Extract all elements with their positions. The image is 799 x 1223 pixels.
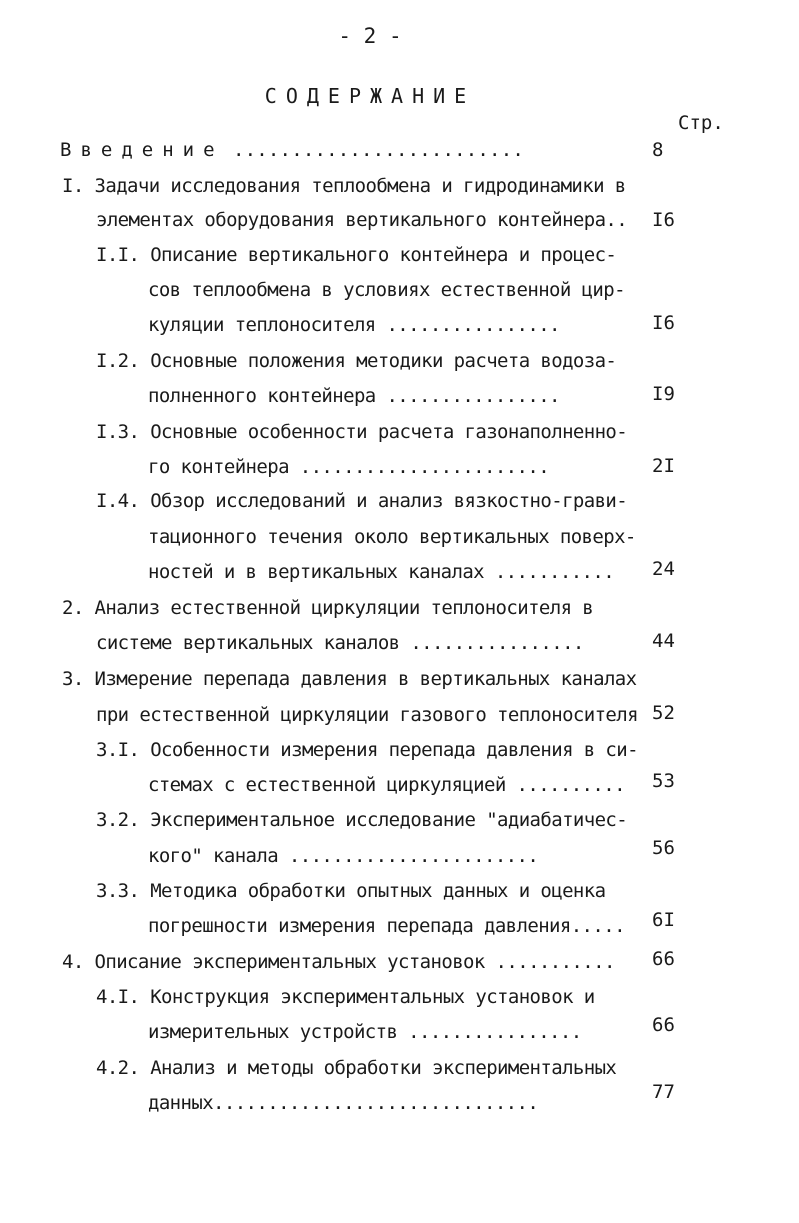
toc-page: 52 — [652, 702, 675, 724]
page-column-label: Стр. — [678, 112, 724, 134]
toc-line: полненного контейнера ................ — [148, 385, 560, 407]
toc-line: I.4. Обзор исследований и анализ вязкостно-грави- — [96, 490, 628, 512]
toc-page: 2I — [652, 455, 675, 477]
toc-line: I.I. Описание вертикального контейнера и процес- — [96, 244, 617, 266]
toc-line: стемах с естественной циркуляцией .......... — [148, 774, 625, 796]
toc-page: I9 — [652, 383, 675, 405]
toc-dots-introduction: ......................... — [233, 139, 524, 161]
toc-title: СОДЕРЖАНИЕ — [264, 84, 476, 108]
toc-line: тационного течения около вертикальных поверх- — [148, 526, 636, 548]
toc-page: 44 — [652, 630, 675, 652]
toc-line-introduction: Введение — [60, 139, 224, 161]
toc-page-introduction: 8 — [652, 139, 664, 161]
toc-line: системе вертикальных каналов ................ — [96, 632, 584, 654]
toc-page: I6 — [652, 312, 675, 334]
toc-line: 3.3. Методика обработки опытных данных и оценка — [96, 880, 606, 902]
toc-line: 4. Описание экспериментальных установок ........... — [62, 951, 615, 973]
toc-page: 53 — [652, 770, 675, 792]
toc-page: 6I — [652, 909, 675, 931]
toc-line: 3.I. Особенности измерения перепада давления в си- — [96, 739, 638, 761]
toc-line: при естественной циркуляции газового теплоносителя — [96, 704, 638, 726]
toc-line: 3.2. Экспериментальное исследование "адиабатичес- — [96, 809, 628, 831]
toc-page: 66 — [652, 948, 675, 970]
toc-line: 2. Анализ естественной циркуляции теплоносителя в — [62, 597, 594, 619]
toc-page: 77 — [652, 1081, 675, 1103]
toc-line: го контейнера ....................... — [148, 456, 550, 478]
toc-line: I. Задачи исследования теплообмена и гидродинамики в — [62, 175, 626, 197]
page-number: - 2 - — [338, 24, 402, 48]
toc-line: данных.............................. — [148, 1092, 539, 1114]
toc-line: 4.2. Анализ и методы обработки экспериментальных — [96, 1057, 617, 1079]
toc-page: 24 — [652, 558, 675, 580]
toc-line: погрешности измерения перепада давления..... — [148, 915, 625, 937]
toc-line: ностей и в вертикальных каналах ........... — [148, 561, 615, 583]
toc-page: 56 — [652, 837, 675, 859]
toc-line: I.2. Основные положения методики расчета водоза- — [96, 350, 617, 372]
toc-line: куляции теплоносителя ................ — [148, 314, 560, 336]
toc-line: измерительных устройств ................ — [148, 1021, 582, 1043]
toc-line: элементах оборудования вертикального контейнера.. — [96, 209, 628, 231]
toc-line: 3. Измерение перепада давления в вертикальных каналах — [62, 668, 637, 690]
toc-line: I.3. Основные особенности расчета газонаполненно- — [96, 421, 628, 443]
toc-line: кого" канала ....................... — [148, 845, 539, 867]
toc-page: I6 — [652, 209, 675, 231]
toc-line: 4.I. Конструкция экспериментальных установок и — [96, 986, 595, 1008]
toc-line: сов теплообмена в условиях естественной цир- — [148, 279, 625, 301]
toc-page: 66 — [652, 1014, 675, 1036]
